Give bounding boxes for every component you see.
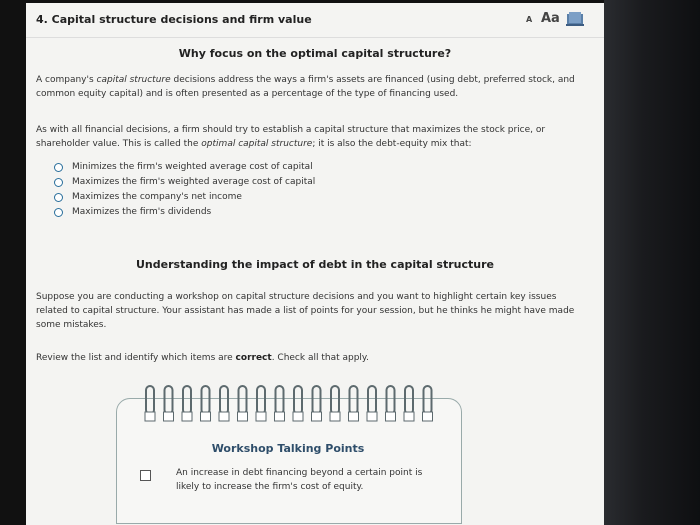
radio-option-1[interactable]: Minimizes the firm's weighted average cost of capital — [54, 160, 313, 174]
spiral-ring — [367, 386, 377, 421]
reference-book-icon[interactable] — [566, 11, 584, 27]
paragraph-capital-structure: A company's capital structure decisions address the ways a firm's assets are financed (using debt, preferred stock, and common equity capital) and is often presented as a percentage of the type of financing used. — [36, 75, 575, 99]
radio-button[interactable] — [54, 193, 63, 202]
paragraph-optimal-capital: As with all financial decisions, a firm should try to establish a capital structure that maximizes the stock price, or shareholder value. This is called the optimal capital structure; it is also the debt-equity mix that: — [36, 125, 546, 149]
spiral-ring — [386, 386, 396, 421]
radio-button[interactable] — [54, 163, 63, 172]
spiral-ring — [312, 386, 322, 421]
notebook-title: Workshop Talking Points — [211, 442, 365, 455]
spiral-ring — [275, 386, 285, 421]
radio-option-3[interactable]: Maximizes the company's net income — [54, 190, 242, 204]
section-heading-optimal-capital: Why focus on the optimal capital structure? — [178, 47, 452, 60]
spiral-ring — [293, 386, 303, 421]
notebook-spiral-binding — [116, 382, 460, 424]
spiral-ring — [256, 386, 266, 421]
spiral-ring — [423, 386, 433, 421]
paragraph-workshop: Suppose you are conducting a workshop on capital structure decisions and you want to highlight certain key issues related to capital structure. Your assistant has made a list of points for your session, but he thinks he might have made some mistakes. — [36, 292, 575, 330]
spiral-ring — [219, 386, 229, 421]
spiral-ring — [145, 386, 155, 421]
spiral-ring — [201, 386, 211, 421]
spiral-ring — [330, 386, 340, 421]
radio-option-2[interactable]: Maximizes the firm's weighted average cost of capital — [54, 175, 315, 189]
section-heading-impact-of-debt: Understanding the impact of debt in the capital structure — [136, 258, 494, 271]
monitor-bezel-right — [604, 0, 700, 525]
spiral-ring — [404, 386, 414, 421]
spiral-ring — [349, 386, 359, 421]
spiral-ring — [164, 386, 174, 421]
talking-point-1: An increase in debt financing beyond a certain point is likely to increase the firm's cost of equity. — [176, 468, 423, 492]
question-header — [26, 3, 604, 38]
question-title: 4. Capital structure decisions and firm value — [36, 13, 312, 26]
spiral-ring — [182, 386, 192, 421]
paragraph-instructions: Review the list and identify which items are correct. Check all that apply. — [36, 353, 369, 363]
radio-button[interactable] — [54, 208, 63, 217]
talking-point-checkbox-1[interactable] — [140, 470, 151, 481]
font-size-large-button[interactable]: Aa — [541, 11, 560, 26]
radio-button[interactable] — [54, 178, 63, 187]
spiral-ring — [238, 386, 248, 421]
radio-option-4[interactable]: Maximizes the firm's dividends — [54, 205, 211, 219]
monitor-bezel-left — [0, 0, 26, 525]
font-size-small-button[interactable]: A — [526, 15, 533, 24]
